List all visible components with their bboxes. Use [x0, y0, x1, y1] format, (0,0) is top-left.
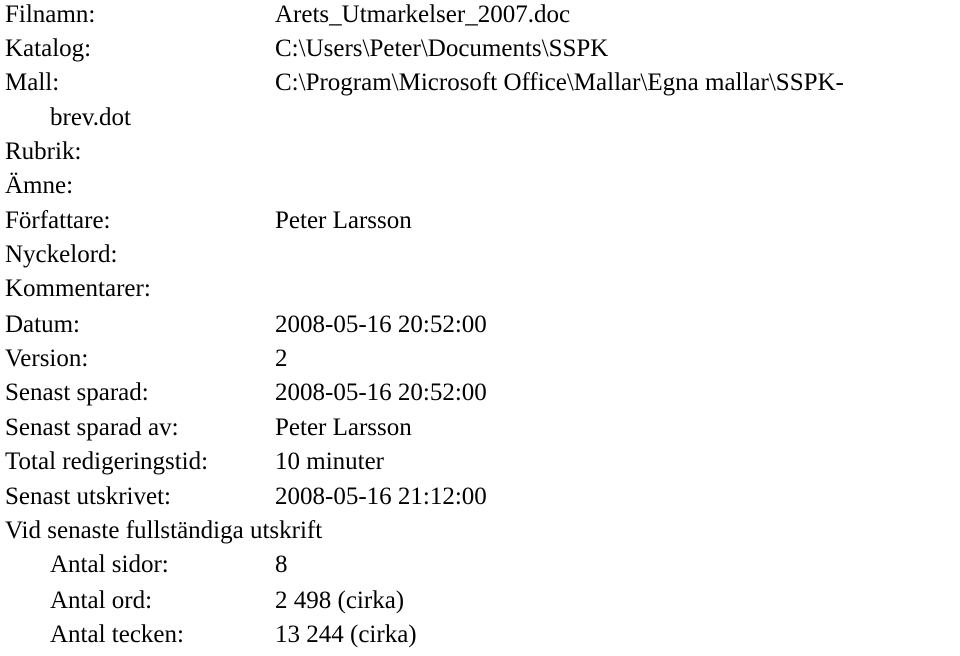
value-katalog: C:\Users\Peter\Documents\SSPK	[275, 35, 609, 62]
label-antal-tecken: Antal tecken:	[50, 621, 184, 648]
row-mall-continuation	[0, 101, 960, 135]
label-amne: Ämne:	[5, 172, 74, 199]
row-filnamn	[0, 0, 960, 32]
label-kommentarer: Kommentarer:	[5, 275, 151, 302]
value-forfattare: Peter Larsson	[275, 207, 412, 234]
label-datum: Datum:	[5, 311, 80, 338]
row-antal-sidor	[0, 548, 960, 582]
row-senast-sparad	[0, 376, 960, 410]
row-total-redigeringstid	[0, 445, 960, 479]
value-antal-ord: 2 498 (cirka)	[275, 587, 405, 614]
label-filnamn: Filnamn:	[5, 1, 96, 28]
value-senast-utskrivet: 2008-05-16 21:12:00	[275, 483, 487, 510]
value-filnamn: Arets_Utmarkelser_2007.doc	[275, 1, 571, 28]
row-mall	[0, 66, 960, 100]
label-senast-sparad: Senast sparad:	[5, 379, 149, 406]
label-antal-ord: Antal ord:	[50, 587, 153, 614]
print-section-heading	[0, 514, 960, 548]
value-total-redigeringstid: 10 minuter	[275, 448, 385, 475]
label-antal-sidor: Antal sidor:	[50, 551, 169, 578]
value-senast-sparad-av: Peter Larsson	[275, 414, 412, 441]
value-mall: C:\Program\Microsoft Office\Mallar\Egna mallar\SSPK-	[275, 69, 844, 96]
value-senast-sparad: 2008-05-16 20:52:00	[275, 379, 487, 406]
row-senast-utskrivet	[0, 480, 960, 514]
row-antal-ord	[0, 584, 960, 618]
label-rubrik: Rubrik:	[5, 138, 82, 165]
row-senast-sparad-av	[0, 411, 960, 445]
row-antal-tecken	[0, 618, 960, 652]
row-amne	[0, 169, 960, 203]
row-katalog	[0, 32, 960, 66]
row-nyckelord	[0, 238, 960, 272]
row-version	[0, 342, 960, 376]
value-datum: 2008-05-16 20:52:00	[275, 311, 487, 338]
label-katalog: Katalog:	[5, 35, 92, 62]
label-nyckelord: Nyckelord:	[5, 241, 118, 268]
label-senast-utskrivet: Senast utskrivet:	[5, 483, 171, 510]
label-forfattare: Författare:	[5, 207, 111, 234]
row-forfattare	[0, 204, 960, 238]
label-total-redigeringstid: Total redigeringstid:	[5, 448, 209, 475]
value-antal-sidor: 8	[275, 551, 288, 578]
value-antal-tecken: 13 244 (cirka)	[275, 621, 417, 648]
value-mall-continuation: brev.dot	[50, 104, 131, 131]
row-rubrik	[0, 135, 960, 169]
label-version: Version:	[5, 345, 89, 372]
label-print-section: Vid senaste fullständiga utskrift	[5, 517, 323, 544]
label-mall: Mall:	[5, 69, 60, 96]
label-senast-sparad-av: Senast sparad av:	[5, 414, 179, 441]
row-datum	[0, 308, 960, 342]
row-kommentarer	[0, 272, 960, 306]
value-version: 2	[275, 345, 288, 372]
